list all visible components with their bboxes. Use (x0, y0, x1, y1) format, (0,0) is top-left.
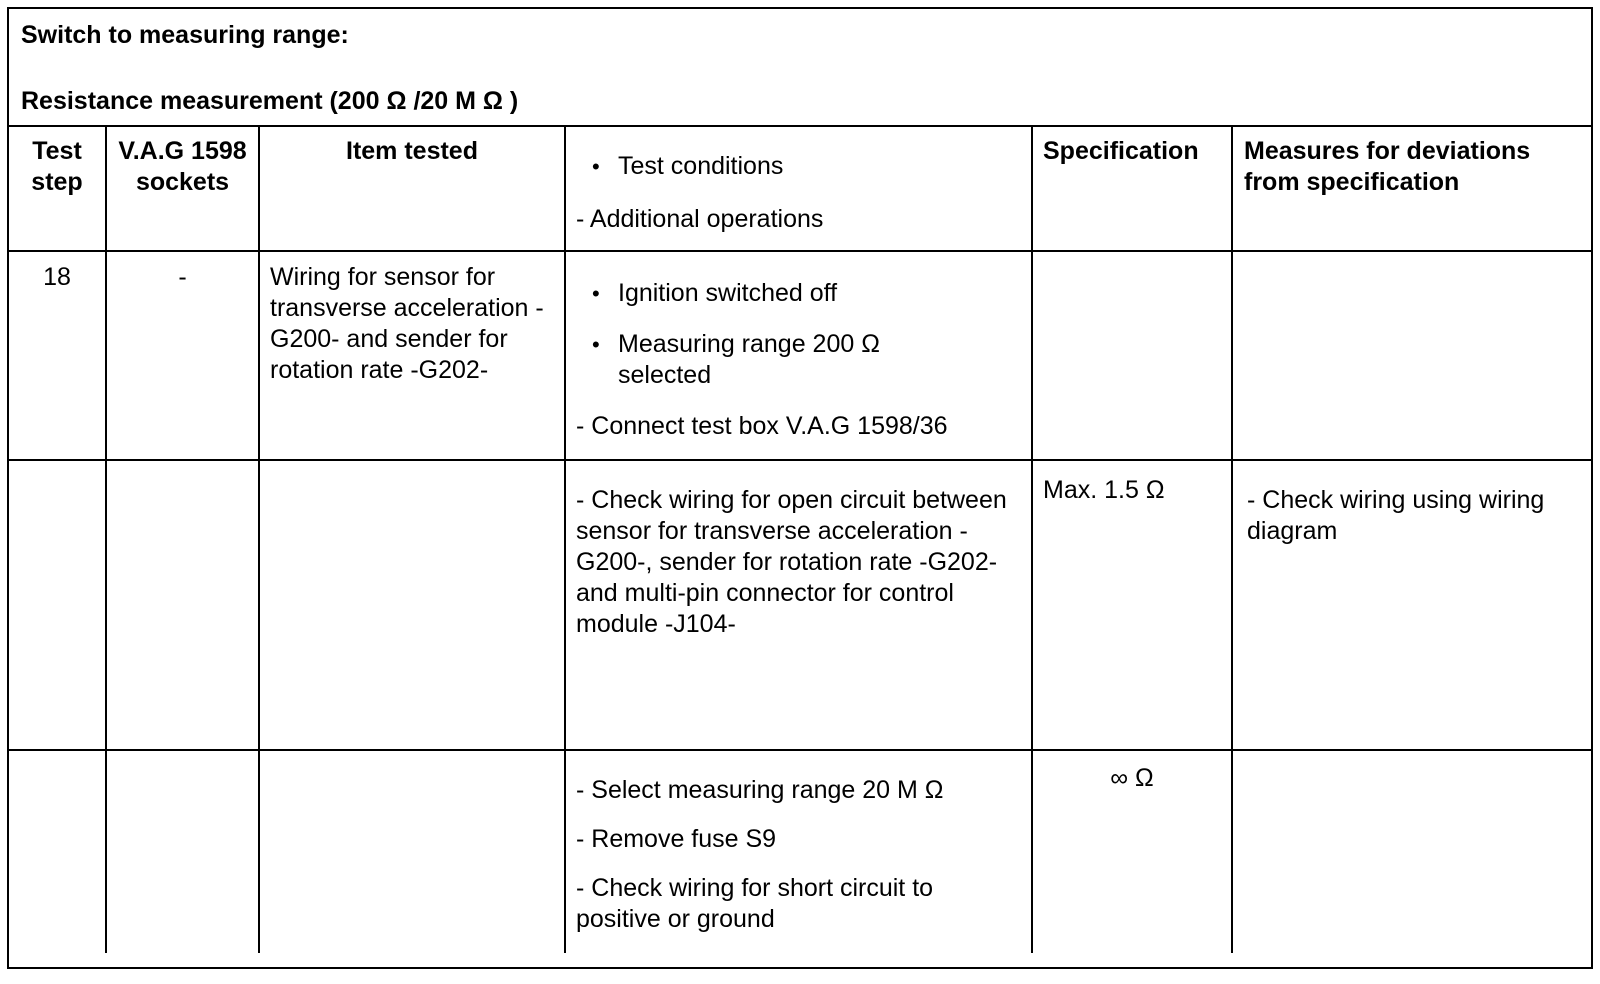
conditions-bullet-text: Test conditions (618, 152, 784, 180)
measuring-range-heading: Switch to measuring range: (21, 21, 349, 49)
row1-bullet-2-text: Measuring range 200 Ω selected (618, 330, 880, 389)
row2-spec: Max. 1.5 Ω (1032, 460, 1232, 750)
row3-dash-1: - Select measuring range 20 M Ω (576, 776, 944, 804)
row1-item: Wiring for sensor for transverse acceleration -G200- and sender for rotation rate -G202- (259, 251, 565, 460)
additional-operations-text: - Additional operations (576, 205, 824, 233)
row1-bullet-1 (576, 278, 1021, 309)
row3-dash-3: - Check wiring for short circuit to positive or ground (576, 874, 934, 933)
row1-spec (1032, 251, 1232, 460)
row3-spec: ∞ Ω (1032, 750, 1232, 953)
bullet-icon: • (592, 154, 600, 179)
row3-dash-2: - Remove fuse S9 (576, 825, 777, 853)
bullet-icon: • (592, 332, 600, 357)
row3-conditions (565, 750, 1032, 953)
row3-step (9, 750, 106, 953)
table-header-box (9, 9, 1591, 127)
col-conditions (565, 126, 1032, 251)
col-item-tested: Item tested (259, 126, 565, 251)
row2-conditions: - Check wiring for open circuit between sensor for transverse acceleration -G200-, sender for rotation rate -G202- and multi-pin connector for control module -J104- (565, 460, 1032, 750)
row1-sockets: - (106, 251, 259, 460)
bullet-icon: • (592, 281, 600, 306)
row3-sockets (106, 750, 259, 953)
col-specification: Specification (1032, 126, 1232, 251)
row1-bullet-2 (576, 329, 1021, 391)
table-row (9, 460, 1591, 750)
test-table-sheet (7, 7, 1593, 969)
table-row (9, 750, 1591, 953)
row2-sockets (106, 460, 259, 750)
row2-step (9, 460, 106, 750)
row3-measure (1232, 750, 1591, 953)
column-header-row (9, 126, 1591, 251)
col-sockets: V.A.G 1598 sockets (106, 126, 259, 251)
resistance-measurement-heading: Resistance measurement (200 Ω /20 M Ω ) (21, 87, 519, 115)
conditions-bullet-line (576, 151, 1021, 182)
row2-measure: - Check wiring using wiring diagram (1232, 460, 1591, 750)
row1-conditions (565, 251, 1032, 460)
row1-step: 18 (9, 251, 106, 460)
table-row (9, 251, 1591, 460)
row3-item (259, 750, 565, 953)
row1-dash-1: - Connect test box V.A.G 1598/36 (576, 412, 948, 440)
row2-item (259, 460, 565, 750)
row1-measure (1232, 251, 1591, 460)
col-measures: Measures for deviations from specification (1232, 126, 1591, 251)
test-steps-table (9, 125, 1591, 953)
col-test-step: Test step (9, 126, 106, 251)
row1-bullet-1-text: Ignition switched off (618, 279, 838, 307)
